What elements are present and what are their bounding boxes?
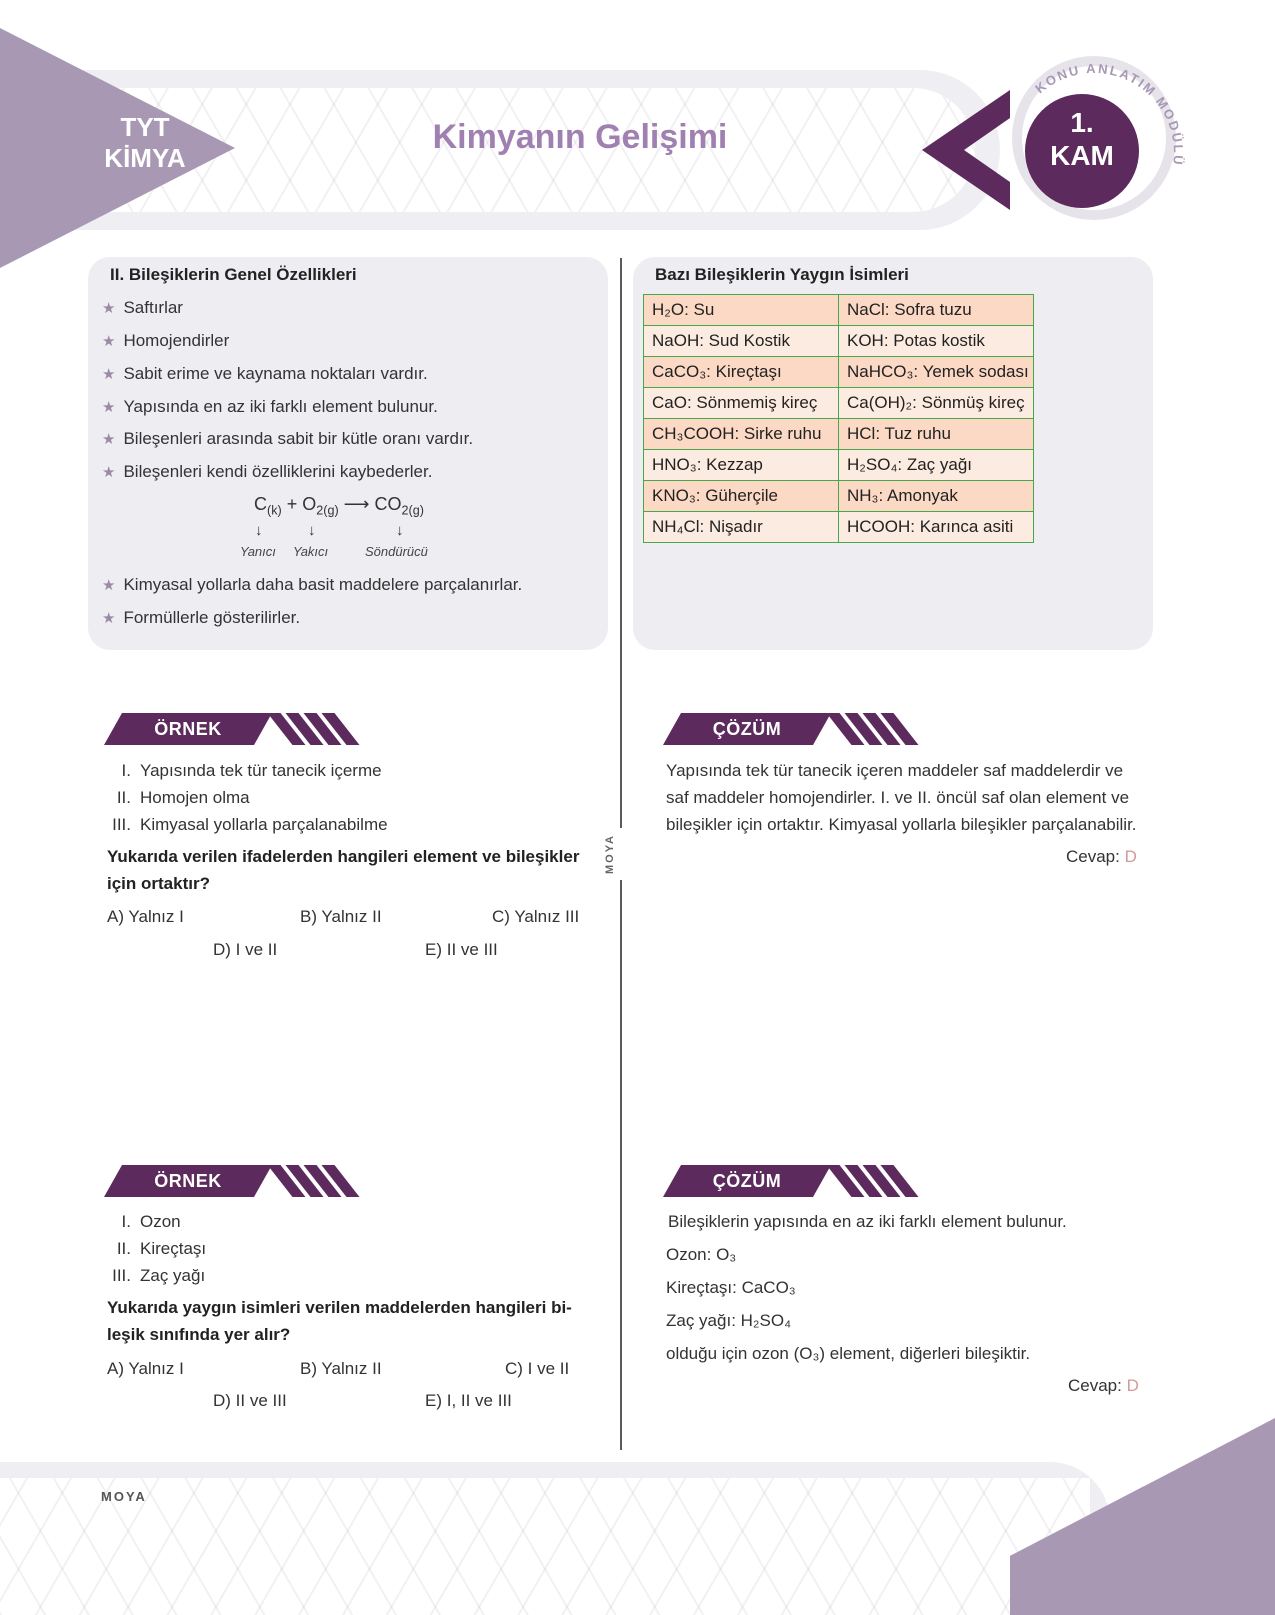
label-yakici: Yakıcı xyxy=(293,544,329,559)
solution-text: Zaç yağı: H₂SO₄ xyxy=(666,1311,792,1330)
down-arrow-icon: ↓ xyxy=(396,522,404,539)
star-icon: ★ xyxy=(102,610,116,627)
subject-line-1: TYT xyxy=(120,112,170,142)
item-text: Yapısında tek tür tanecik içerme xyxy=(140,761,382,780)
star-icon: ★ xyxy=(102,577,116,594)
property-item: ★ Bileşenleri arasında sabit bir kütle oranı vardır. xyxy=(102,429,474,448)
property-item: ★ Saftırlar xyxy=(102,298,183,317)
item-number: III. xyxy=(112,1266,131,1285)
option-a[interactable]: A) Yalnız I xyxy=(107,907,184,926)
property-item: ★ Sabit erime ve kaynama noktaları vardır. xyxy=(102,364,428,383)
footer-brand: MOYA xyxy=(101,1489,147,1504)
badge-code: KAM xyxy=(1050,140,1114,171)
page-number: 7 xyxy=(1103,1486,1114,1506)
badge-arc-label: KONU ANLATIM MODÜLÜ xyxy=(1032,60,1187,168)
solution-label: ÇÖZÜM xyxy=(663,713,923,745)
table-cell: CaCO₃: Kireçtaşı xyxy=(644,357,839,388)
table-row xyxy=(644,512,1034,543)
solution-text: Kireçtaşı: CaCO₃ xyxy=(666,1278,796,1297)
item-text: Zaç yağı xyxy=(140,1266,206,1285)
common-names-title: Bazı Bileşiklerin Yaygın İsimleri xyxy=(655,265,909,284)
item-number: II. xyxy=(116,1239,131,1258)
table-cell: HCl: Tuz ruhu xyxy=(839,419,1034,450)
solution-label: ÇÖZÜM xyxy=(663,1165,923,1197)
option-c[interactable]: C) I ve II xyxy=(505,1359,570,1378)
module-badge xyxy=(1025,94,1139,208)
item-text: Kimyasal yollarla parçalanabilme xyxy=(140,815,388,834)
solution-text: Yapısında tek tür tanecik içeren maddeler saf maddelerdir ve saf maddeler homojendirler. I. ve II. öncül saf olan element ve bileşikler için ortaktır. Kimyasal yollarla bileşikler parçalanabilir. xyxy=(666,761,1137,834)
option-d[interactable]: D) I ve II xyxy=(213,940,278,959)
down-arrow-icon: ↓ xyxy=(308,522,316,539)
down-arrow-icon: ↓ xyxy=(255,522,263,539)
option-d[interactable]: D) II ve III xyxy=(213,1391,287,1410)
table-cell: H₂O: Su xyxy=(644,295,839,326)
item-number: I. xyxy=(121,761,131,780)
option-e[interactable]: E) II ve III xyxy=(425,940,498,959)
label-sondurucu: Söndürücü xyxy=(365,544,428,559)
table-row xyxy=(644,295,1034,326)
table-cell: CaO: Sönmemiş kireç xyxy=(644,388,839,419)
answer: Cevap: D xyxy=(1066,847,1137,866)
option-b[interactable]: B) Yalnız II xyxy=(300,1359,382,1378)
property-item: ★ Kimyasal yollarla daha basit maddelere parçalanırlar. xyxy=(102,575,523,594)
item-number: III. xyxy=(112,815,131,834)
item-number: I. xyxy=(121,1212,131,1231)
solution-text: Bileşiklerin yapısında en az iki farklı element bulunur. xyxy=(668,1212,1067,1231)
table-row xyxy=(644,357,1034,388)
table-cell: CH₃COOH: Sirke ruhu xyxy=(644,419,839,450)
table-cell: KNO₃: Güherçile xyxy=(644,481,839,512)
subject-label xyxy=(80,112,210,174)
item-text: Kireçtaşı xyxy=(140,1239,207,1258)
table-row xyxy=(644,388,1034,419)
property-item: ★ Yapısında en az iki farklı element bulunur. xyxy=(102,397,438,416)
table-cell: H₂SO₄: Zaç yağı xyxy=(839,450,1034,481)
item-text: Homojen olma xyxy=(140,788,250,807)
common-names-table xyxy=(643,294,1034,543)
page-title: Kimyanın Gelişimi xyxy=(432,118,728,156)
table-cell: KOH: Potas kostik xyxy=(839,326,1034,357)
star-icon: ★ xyxy=(102,300,116,317)
properties-title: II. Bileşiklerin Genel Özellikleri xyxy=(110,265,357,284)
side-brand: MOYA xyxy=(604,828,634,880)
table-cell: Ca(OH)₂: Sönmüş kireç xyxy=(839,388,1034,419)
property-item: ★ Bileşenleri kendi özelliklerini kaybederler. xyxy=(102,462,433,481)
property-item: ★ Formüllerle gösterilirler. xyxy=(102,608,301,627)
table-cell: HNO₃: Kezzap xyxy=(644,450,839,481)
answer-value: D xyxy=(1124,847,1137,866)
answer-value: D xyxy=(1126,1376,1139,1395)
example-label: ÖRNEK xyxy=(104,1165,364,1197)
option-e[interactable]: E) I, II ve III xyxy=(425,1391,512,1410)
item-number: II. xyxy=(116,788,131,807)
question-text: Yukarıda verilen ifadelerden hangileri element ve bileşikler için ortaktır? xyxy=(107,847,580,893)
solution-text: olduğu için ozon (O₃) element, diğerleri bileşiktir. xyxy=(666,1344,1031,1363)
star-icon: ★ xyxy=(102,464,116,481)
answer: Cevap: D xyxy=(1068,1376,1139,1395)
table-cell: NaOH: Sud Kostik xyxy=(644,326,839,357)
table-cell: NaHCO₃: Yemek sodası xyxy=(839,357,1034,388)
reaction-arrow-icon: ⟶ xyxy=(343,494,370,514)
table-row xyxy=(644,419,1034,450)
chevron-icon xyxy=(922,90,1012,210)
solution-text: Ozon: O₃ xyxy=(666,1245,737,1264)
footer-pattern xyxy=(0,1478,1090,1615)
option-a[interactable]: A) Yalnız I xyxy=(107,1359,184,1378)
table-row xyxy=(644,450,1034,481)
question-text: Yukarıda yaygın isimleri verilen maddelerden hangileri bi- leşik sınıfında yer alır? xyxy=(107,1298,572,1344)
option-b[interactable]: B) Yalnız II xyxy=(300,907,382,926)
property-item: ★ Homojendirler xyxy=(102,331,230,350)
table-row xyxy=(644,326,1034,357)
example-label: ÖRNEK xyxy=(104,713,364,745)
star-icon: ★ xyxy=(102,431,116,448)
table-cell: NH₃: Amonyak xyxy=(839,481,1034,512)
star-icon: ★ xyxy=(102,399,116,416)
badge-number: 1. xyxy=(1070,107,1094,138)
star-icon: ★ xyxy=(102,333,116,350)
table-row xyxy=(644,481,1034,512)
label-yanici: Yanıcı xyxy=(240,544,276,559)
subject-line-2: KİMYA xyxy=(104,143,186,173)
table-cell: NaCl: Sofra tuzu xyxy=(839,295,1034,326)
item-text: Ozon xyxy=(140,1212,181,1231)
star-icon: ★ xyxy=(102,366,116,383)
table-cell: HCOOH: Karınca asiti xyxy=(839,512,1034,543)
combustion-equation: $C_{(k)} + O_{2(g)}$ ⟶ $CO_{2(g)}$ xyxy=(254,494,424,518)
table-cell: NH₄Cl: Nişadır xyxy=(644,512,839,543)
option-c[interactable]: C) Yalnız III xyxy=(492,907,580,926)
